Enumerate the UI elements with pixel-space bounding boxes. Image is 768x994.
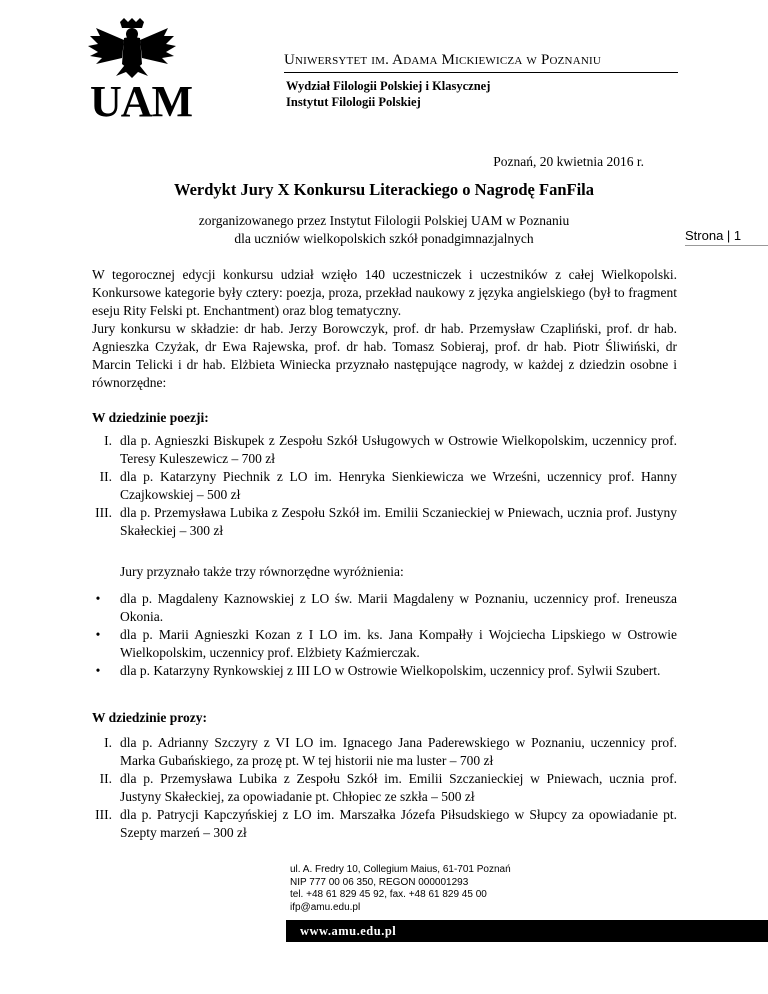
document-date: Poznań, 20 kwietnia 2016 r. (493, 154, 644, 169)
distinctions-list (92, 590, 677, 680)
bullet-icon: • (95, 663, 101, 678)
distinction-text: dla p. Katarzyny Rynkowskiej z III LO w Ostrowie Wielkopolskim, uczennicy prof. Sylwii Szubert. (120, 663, 661, 678)
prose-award-3 (92, 806, 677, 842)
award-text: dla p. Adrianny Szczyry z VI LO im. Ignacego Jana Paderewskiego w Poznaniu, uczennicy prof. Marka Gubańskiego, za prozę pt. W tej historii nie ma luster – 700 zł (120, 735, 677, 768)
distinction-text: dla p. Marii Agnieszki Kozan z I LO im. ks. Jana Kompałły i Wojciecha Lipskiego w Ostrowie Wielkopolskim, uczennicy prof. Elżbiety Kaźmierczak. (120, 627, 677, 660)
page-number-rule (685, 245, 768, 246)
footer-website-link[interactable]: www.amu.edu.pl (300, 924, 397, 938)
distinction-item (92, 590, 677, 626)
footer-phone: tel. +48 61 829 45 92, fax. +48 61 829 45 00 (290, 889, 487, 900)
award-text: dla p. Przemysława Lubika z Zespołu Szkół im. Emilii Szczanieckiej w Pniewach, ucznia prof. Justyny Skałeckiej, za opowiadanie pt. Chłopiec ze szkła – 500 zł (120, 771, 677, 804)
page-number-text: Strona | 1 (685, 228, 742, 243)
subtitle-line-1: zorganizowanego przez Instytut Filologii Polskiej UAM w Poznaniu (198, 213, 570, 228)
bullet-icon: • (95, 627, 101, 642)
award-text: dla p. Patrycji Kapczyńskiej z LO im. Marszałka Józefa Piłsudskiego w Słupcy za opowiadanie pt. Szepty marzeń – 300 zł (120, 807, 677, 840)
poetry-award-3 (92, 504, 677, 540)
intro-paragraph-2: Jury konkursu w składzie: dr hab. Jerzy Borowczyk, prof. dr hab. Przemysław Czapliński, prof. dr hab. Agnieszka Czyżak, dr Ewa Rajewska, prof. dr hab. Tomasz Sobieraj, prof. dr hab. Piotr Śliwiński, dr Marcin Telicki i dr hab. Elżbieta Winiecka przyznało następujące nagrody, w każdej z dziedzin osobne i równorzędne: (92, 321, 677, 390)
footer-nip: NIP 777 00 06 350, REGON 000001293 (290, 876, 469, 888)
footer-address: ul. A. Fredry 10, Collegium Maius, 61-701 Poznań (290, 864, 511, 875)
distinction-item (92, 626, 677, 662)
subtitle-line-2: dla uczniów wielkopolskich szkół ponadgimnazjalnych (234, 231, 534, 246)
uam-logo (86, 18, 193, 126)
award-number: II. (99, 771, 112, 786)
award-number: III. (95, 505, 112, 520)
intro-text (92, 266, 677, 392)
faculty-name: Wydział Filologii Polskiej i Klasycznej (286, 79, 491, 93)
document-subtitle (0, 212, 768, 248)
prose-award-1 (92, 734, 677, 770)
bullet-icon: • (95, 591, 101, 606)
faculty-block (286, 78, 490, 110)
award-text: dla p. Agnieszki Biskupek z Zespołu Szkół Usługowych w Ostrowie Wielkopolskim, uczennicy prof. Teresy Kuleszewicz – 700 zł (120, 433, 677, 466)
poetry-heading: W dziedzinie poezji: (92, 410, 209, 425)
header-divider (284, 72, 678, 73)
institute-name: Instytut Filologii Polskiej (286, 95, 421, 109)
page-number (685, 228, 768, 246)
footer-contact (290, 864, 511, 914)
award-text: dla p. Przemysława Lubika z Zespołu Szkół im. Emilii Sczanieckiej w Pniewach, ucznia prof. Justyny Skałeckiej – 300 zł (120, 505, 677, 538)
award-number: II. (99, 469, 112, 484)
footer-email[interactable]: ifp@amu.edu.pl (290, 901, 361, 913)
award-text: dla p. Katarzyny Piechnik z LO im. Henryka Sienkiewicza we Wrześni, uczennicy prof. Hanny Czajkowskiej – 500 zł (120, 469, 677, 502)
intro-paragraph-1: W tegorocznej edycji konkursu udział wzięło 140 uczestniczek i uczestników z całej Wielkopolski. Konkursowe kategorie były cztery: poezja, proza, przekład naukowy z języka angielskiego (był to fragment eseju Rity Felski pt. Enchantment) oraz blog tematyczny. (92, 267, 677, 318)
prose-award-2 (92, 770, 677, 806)
document-title: Werdykt Jury X Konkursu Literackiego o Nagrodę FanFila (174, 180, 594, 199)
poetry-awards-list (92, 432, 677, 540)
award-number: I. (104, 433, 112, 448)
distinctions-note: Jury przyznało także trzy równorzędne wyróżnienia: (120, 564, 404, 579)
prose-awards-list (92, 734, 677, 842)
poetry-award-1 (92, 432, 677, 468)
university-name (284, 52, 601, 69)
distinction-text: dla p. Magdaleny Kaznowskiej z LO św. Marii Magdaleny w Poznaniu, uczennicy prof. Ireneusza Okonia. (120, 591, 677, 624)
prose-heading: W dziedzinie prozy: (92, 710, 207, 725)
logo-text: UAM (90, 77, 193, 126)
poetry-award-2 (92, 468, 677, 504)
award-number: I. (104, 735, 112, 750)
university-name-text: Uniwersytet im. Adama Mickiewicza w Poznaniu (284, 52, 601, 68)
distinction-item (92, 662, 677, 680)
award-number: III. (95, 807, 112, 822)
